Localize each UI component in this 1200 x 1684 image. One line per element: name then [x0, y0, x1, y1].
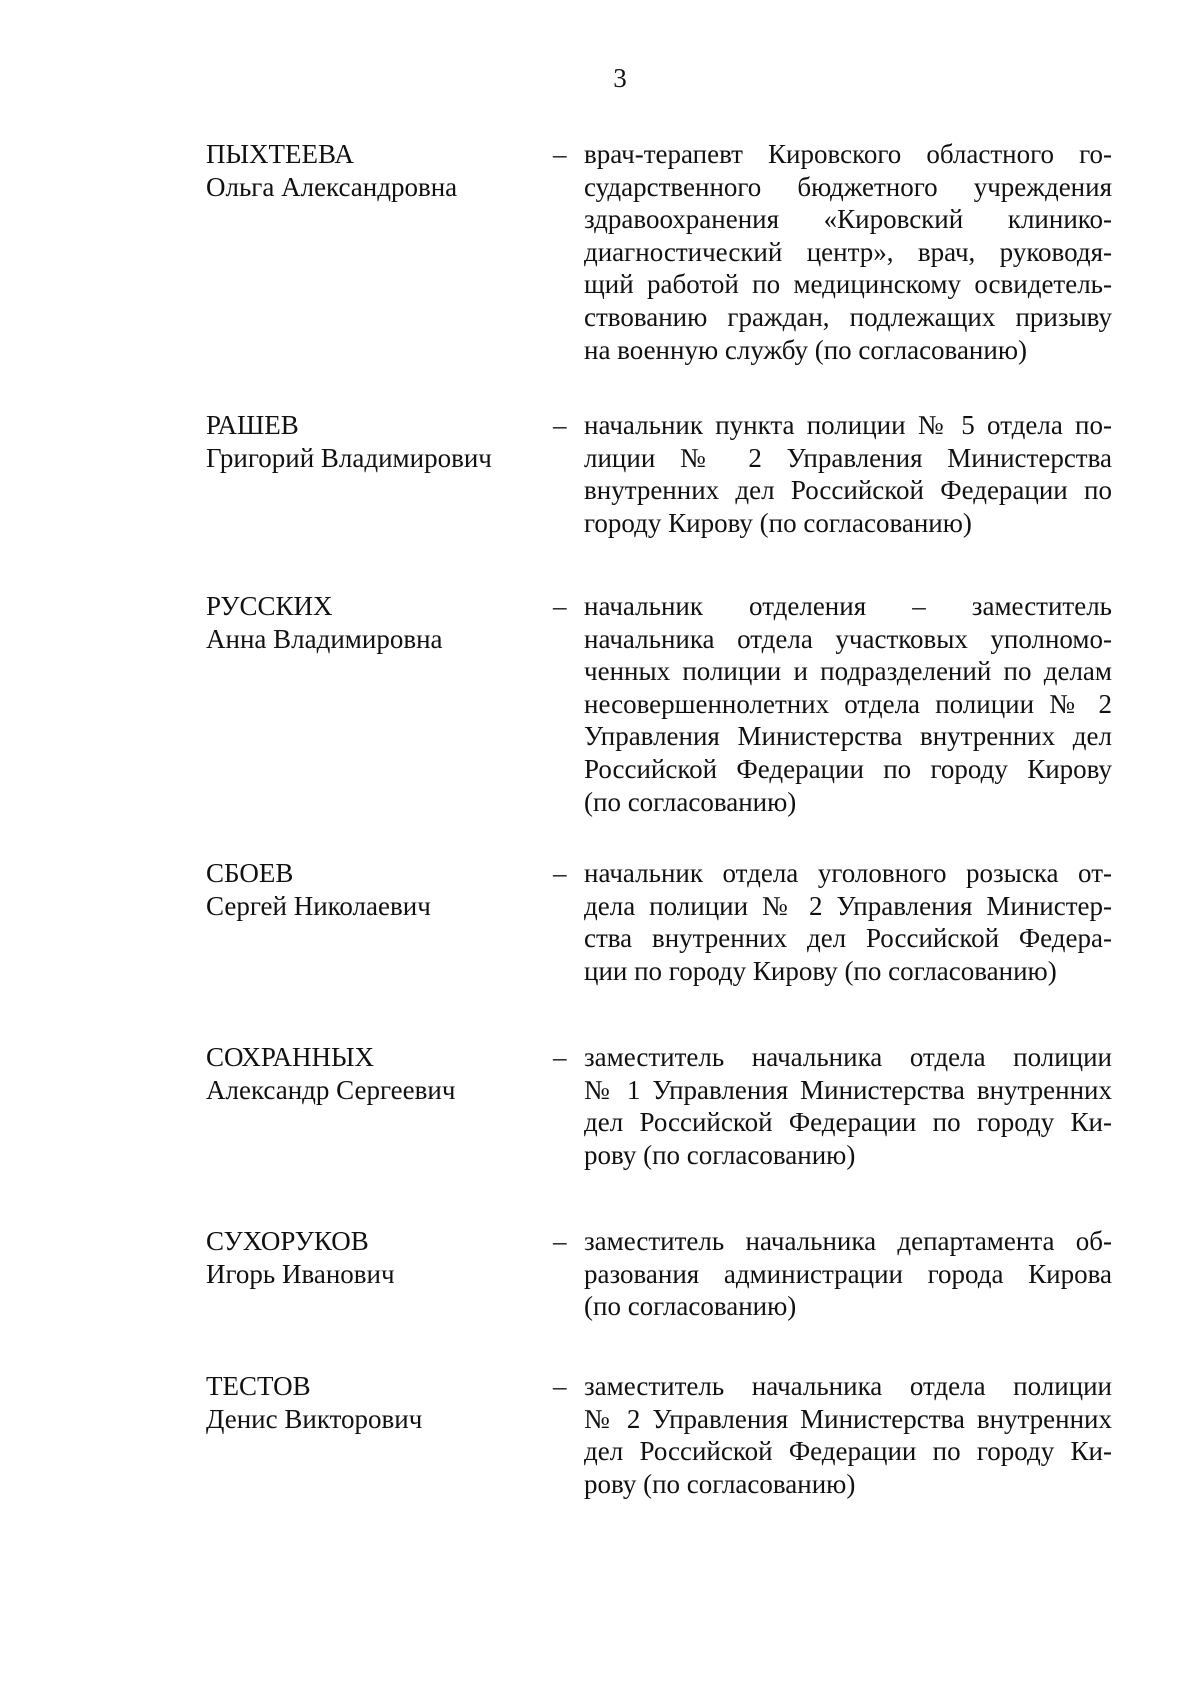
member-surname: СБОЕВ: [206, 858, 294, 888]
member-surname: РАШЕВ: [206, 410, 299, 440]
member-given-names: Григорий Владимирович: [206, 443, 492, 473]
member-description: [584, 857, 1112, 987]
description-line: городу Кирову (по согласованию): [584, 507, 972, 538]
description-line: начальник отдела уголовного розыска от-: [584, 858, 1112, 888]
member-dash: –: [553, 410, 567, 440]
member-name: [206, 409, 526, 475]
description-line: заместитель начальника департамента об-: [584, 1226, 1112, 1256]
member-given-names: Анна Владимировна: [206, 624, 443, 654]
description-line: начальника отдела участковых уполномо-: [584, 623, 1112, 654]
description-line: заместитель начальника отдела полиции: [584, 1042, 1112, 1072]
member-description: [584, 590, 1112, 818]
description-line: диагностический центр», врач, руководя-: [584, 236, 1112, 267]
description-line: врач-терапевт Кировского областного го-: [584, 139, 1112, 169]
description-line: Управления Министерства внутренних дел: [584, 721, 1112, 752]
member-surname: ТЕСТОВ: [206, 1371, 311, 1401]
member-name: [206, 1041, 526, 1107]
member-given-names: Игорь Иванович: [206, 1259, 395, 1289]
page-number: 3: [613, 63, 627, 93]
member-given-names: Александр Сергеевич: [206, 1075, 456, 1105]
member-dash: –: [553, 139, 567, 169]
description-line: начальник отделения – заместитель: [584, 591, 1112, 621]
member-given-names: Сергей Николаевич: [206, 891, 431, 921]
description-line: ствованию граждан, подлежащих призыву: [584, 301, 1112, 332]
member-entry: [0, 1225, 1200, 1322]
member-description: [584, 409, 1112, 539]
member-name: [206, 1370, 526, 1436]
member-dash: –: [553, 1226, 567, 1256]
member-surname: РУССКИХ: [206, 591, 333, 621]
member-entry: [0, 857, 1200, 986]
description-line: разования администрации города Кирова: [584, 1258, 1112, 1289]
member-surname: ПЫХТЕЕВА: [206, 139, 354, 169]
member-given-names: Ольга Александровна: [206, 172, 458, 202]
member-dash: –: [553, 591, 567, 621]
description-line: лиции № 2 Управления Министерства: [584, 442, 1112, 473]
description-line: дел Российской Федерации по городу Ки-: [584, 1107, 1112, 1138]
member-description: [584, 1370, 1112, 1500]
member-name: [206, 138, 526, 204]
member-surname: СУХОРУКОВ: [206, 1226, 369, 1256]
member-dash: –: [553, 1371, 567, 1401]
member-entry: [0, 138, 1200, 365]
member-description: [584, 1225, 1112, 1323]
description-line: (по согласованию): [584, 786, 797, 817]
description-line: Российской Федерации по городу Кирову: [584, 753, 1112, 784]
member-description: [584, 1041, 1112, 1171]
member-surname: СОХРАННЫХ: [206, 1042, 374, 1072]
member-dash: –: [553, 1042, 567, 1072]
member-entry: [0, 590, 1200, 817]
member-name: [206, 590, 526, 656]
description-line: ства внутренних дел Российской Федера-: [584, 923, 1112, 954]
member-name: [206, 857, 526, 923]
description-line: ции по городу Кирову (по согласованию): [584, 955, 1057, 986]
description-line: рову (по согласованию): [584, 1468, 856, 1499]
description-line: (по согласованию): [584, 1291, 797, 1322]
member-entry: [0, 1370, 1200, 1499]
description-line: № 2 Управления Министерства внутренних: [584, 1403, 1112, 1434]
description-line: внутренних дел Российской Федерации по: [584, 475, 1112, 506]
description-line: дела полиции № 2 Управления Министер-: [584, 890, 1112, 921]
description-line: рову (по согласованию): [584, 1139, 856, 1170]
member-description: [584, 138, 1112, 366]
description-line: на военную службу (по согласованию): [584, 334, 1027, 365]
description-line: заместитель начальника отдела полиции: [584, 1371, 1112, 1401]
description-line: здравоохранения «Кировский клинико-: [584, 204, 1112, 235]
member-entry: [0, 409, 1200, 538]
member-dash: –: [553, 858, 567, 888]
description-line: начальник пункта полиции № 5 отдела по-: [584, 410, 1112, 440]
description-line: дел Российской Федерации по городу Ки-: [584, 1436, 1112, 1467]
member-entry: [0, 1041, 1200, 1170]
member-given-names: Денис Викторович: [206, 1404, 423, 1434]
description-line: несовершеннолетних отдела полиции № 2: [584, 688, 1112, 719]
description-line: ченных полиции и подразделений по делам: [584, 656, 1112, 687]
member-name: [206, 1225, 526, 1291]
description-line: сударственного бюджетного учреждения: [584, 171, 1112, 202]
description-line: № 1 Управления Министерства внутренних: [584, 1074, 1112, 1105]
description-line: щий работой по медицинскому освидетель-: [584, 269, 1112, 300]
